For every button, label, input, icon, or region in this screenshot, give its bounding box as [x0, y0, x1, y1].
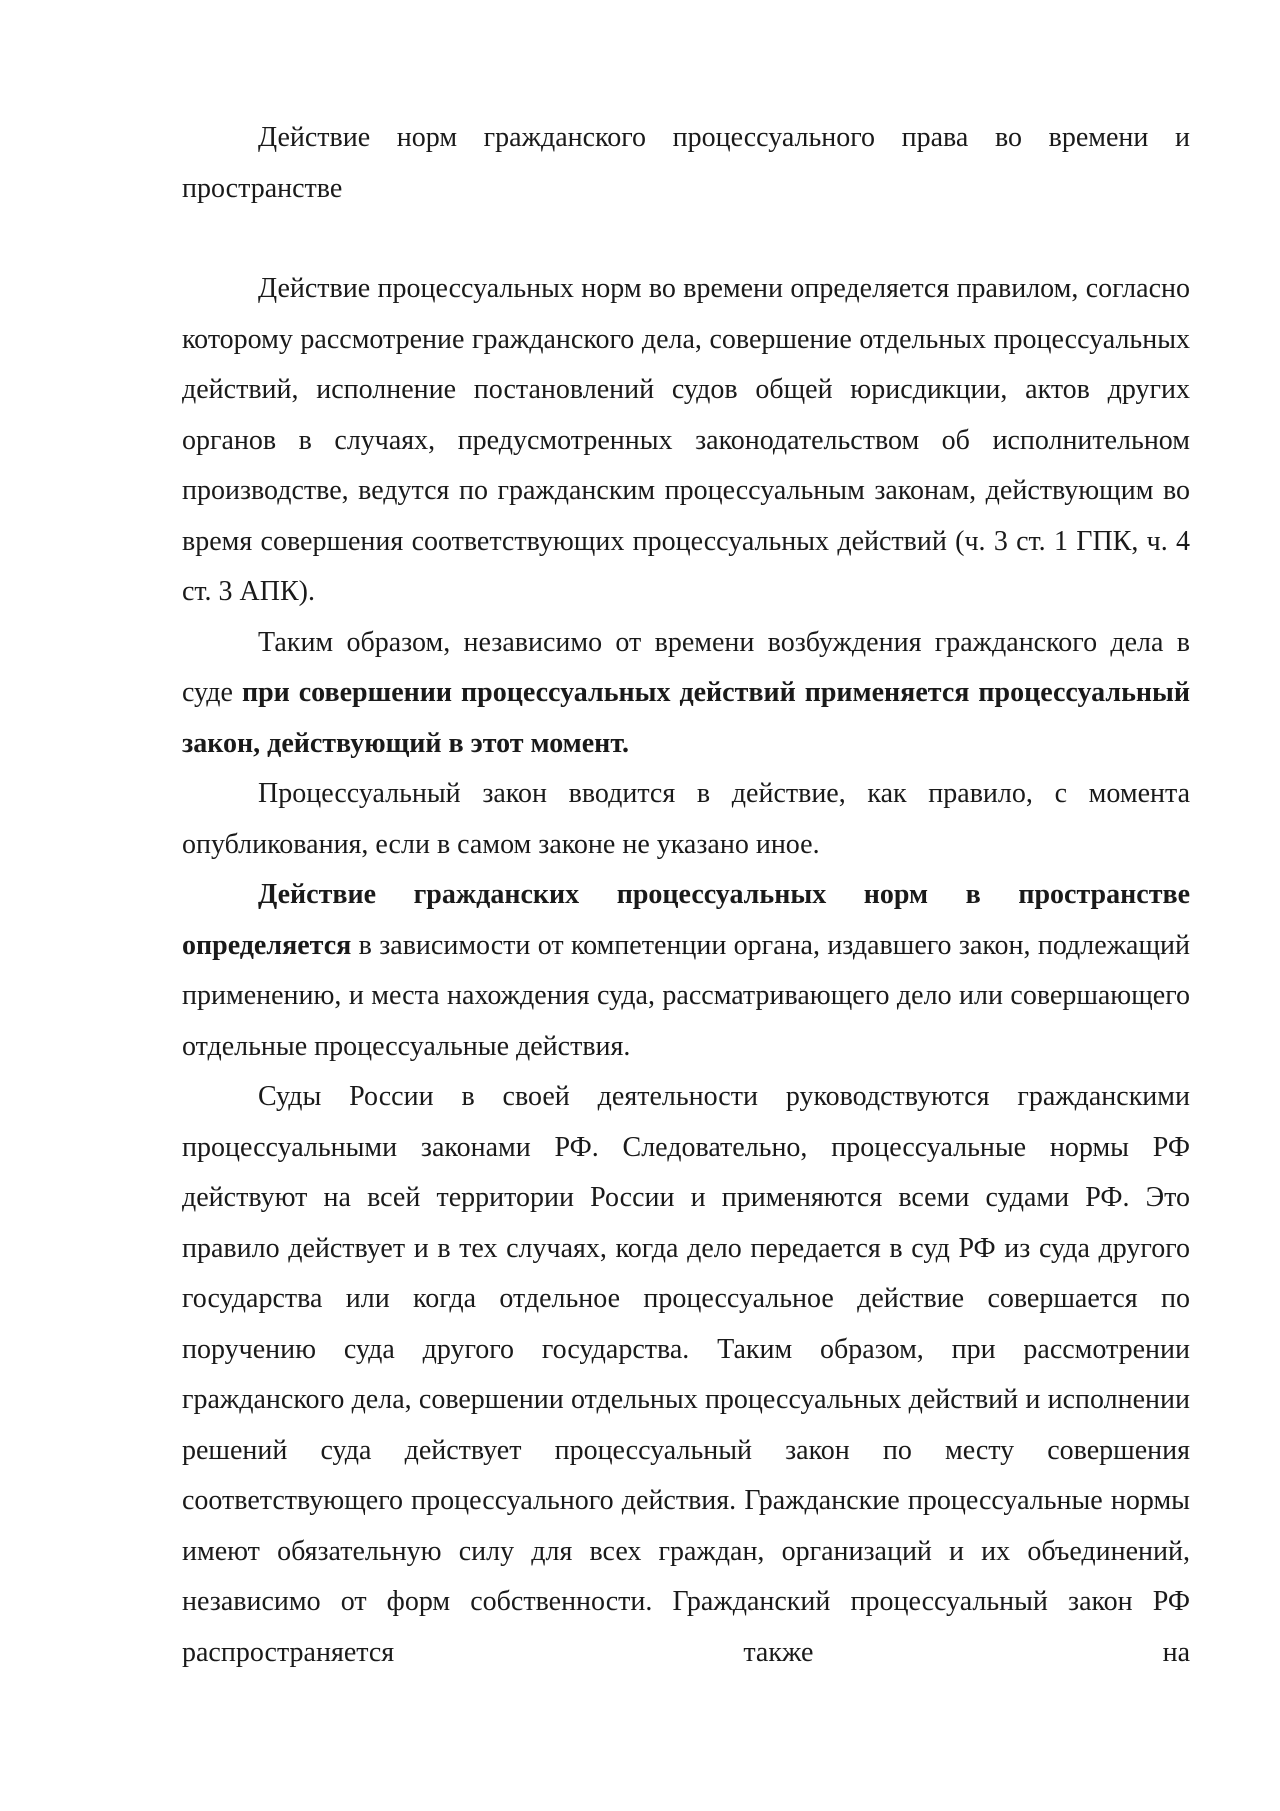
paragraph-enactment — [182, 769, 1190, 870]
paragraph-text: Процессуальный закон вводится в действие, как правило, с момента опубликования, если в самом законе не указано иное. — [182, 778, 1190, 860]
paragraph-russian-courts — [182, 1072, 1190, 1678]
paragraph-space-effect — [182, 870, 1190, 1072]
paragraph-bold-text: при совершении процессуальных действий применяется процессуальный закон, действующий в этот момент. — [182, 677, 1191, 759]
paragraph-text: Действие процессуальных норм во времени определяется правилом, согласно которому рассмотрение гражданского дела, совершение отдельных процессуальных действий, исполнение постановлений судов общей юрисдикции, актов других органов в случаях, предусмотренных законодательством об исполнительном производстве, ведутся по гражданским процессуальным законам, действующим во время совершения соответствующих процессуальных действий (ч. 3 ст. 1 ГПК, ч. 4 ст. 3 АПК). — [182, 273, 1190, 607]
paragraph-bold-text: Действие гражданских процессуальных норм в пространстве определяется — [182, 879, 1190, 961]
document-body — [182, 113, 1190, 1678]
paragraph-text: Таким образом, независимо от времени возбуждения гражданского дела в суде — [182, 626, 1190, 708]
paragraph-text: Суды России в своей деятельности руководствуются гражданскими процессуальными законами РФ. Следовательно, процессуальные нормы РФ действуют на всей территории России и применяются всеми судами РФ. Это правило действует и в тех случаях, когда дело передается в суд РФ из суда другого государства или когда отдельное процессуальное действие совершается по поручению суда другого государства. Таким образом, при рассмотрении гражданского дела, совершении отдельных процессуальных действий и исполнении решений суда действует процессуальный закон по месту совершения соответствующего процессуального действия. Гражданские процессуальные нормы имеют обязательную силу для всех граждан, организаций и их объединений, независимо от форм собственности. Гражданский процессуальный закон РФ распространяется также на — [182, 1081, 1190, 1668]
paragraph-text: в зависимости от компетенции органа, издавшего закон, подлежащий применению, и места нахождения суда, рассматривающего дело или совершающего отдельные процессуальные действия. — [182, 929, 1190, 1062]
document-title: Действие норм гражданского процессуального права во времени и пространстве — [182, 122, 1190, 204]
paragraph-conclusion — [182, 618, 1190, 770]
paragraph-time-effect — [182, 264, 1190, 618]
